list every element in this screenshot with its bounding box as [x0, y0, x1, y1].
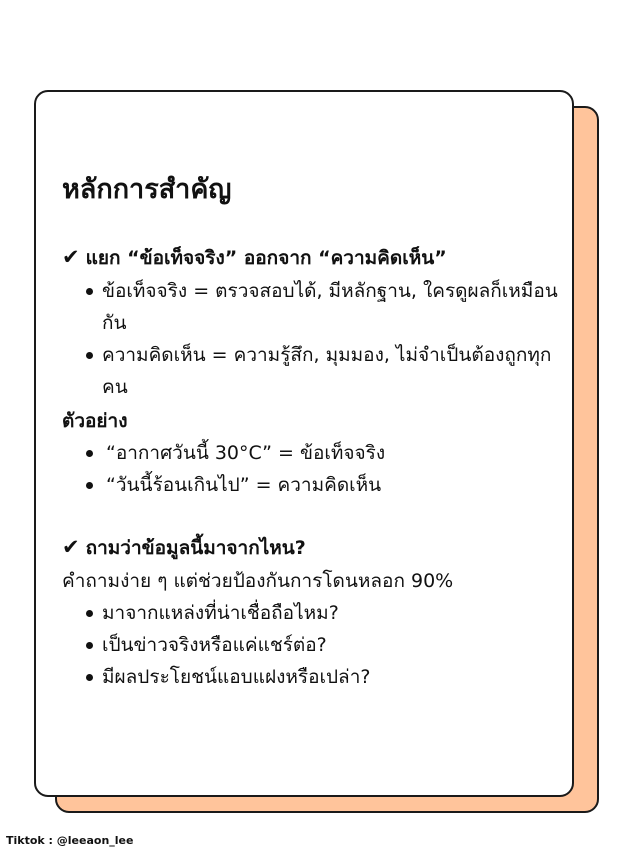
section-heading-text: แยก “ข้อเท็จจริง” ออกจาก “ความคิดเห็น”: [85, 247, 447, 269]
section-source-check: [62, 530, 562, 693]
section-fact-vs-opinion: [62, 240, 562, 501]
list-item: “อากาศวันนี้ 30°C” = ข้อเท็จจริง: [62, 437, 562, 469]
check-icon: ✔: [62, 245, 80, 269]
section-heading-text: ถามว่าข้อมูลนี้มาจากไหน?: [85, 537, 306, 559]
list-item: “วันนี้ร้อนเกินไป” = ความคิดเห็น: [62, 469, 562, 501]
bullet-list: [62, 597, 562, 693]
section-heading: [62, 240, 562, 275]
list-item: มีผลประโยชน์แอบแฝงหรือเปล่า?: [62, 661, 562, 693]
check-icon: ✔: [62, 535, 80, 559]
list-item: ข้อเท็จจริง = ตรวจสอบได้, มีหลักฐาน, ใครดูผลก็เหมือนกัน: [62, 275, 562, 339]
example-heading: ตัวอย่าง: [62, 410, 128, 432]
bullet-list: [62, 275, 562, 403]
list-item: เป็นข่าวจริงหรือแค่แชร์ต่อ?: [62, 629, 562, 661]
section-heading: [62, 530, 562, 565]
section-intro: คำถามง่าย ๆ แต่ช่วยป้องกันการโดนหลอก 90%: [62, 570, 454, 592]
example-list: [62, 437, 562, 501]
list-item: มาจากแหล่งที่น่าเชื่อถือไหม?: [62, 597, 562, 629]
page-title: หลักการสำคัญ: [62, 174, 232, 205]
footer-credit: Tiktok : @leeaon_lee: [6, 834, 134, 847]
list-item: ความคิดเห็น = ความรู้สึก, มุมมอง, ไม่จำเป็นต้องถูกทุกคน: [62, 339, 562, 403]
